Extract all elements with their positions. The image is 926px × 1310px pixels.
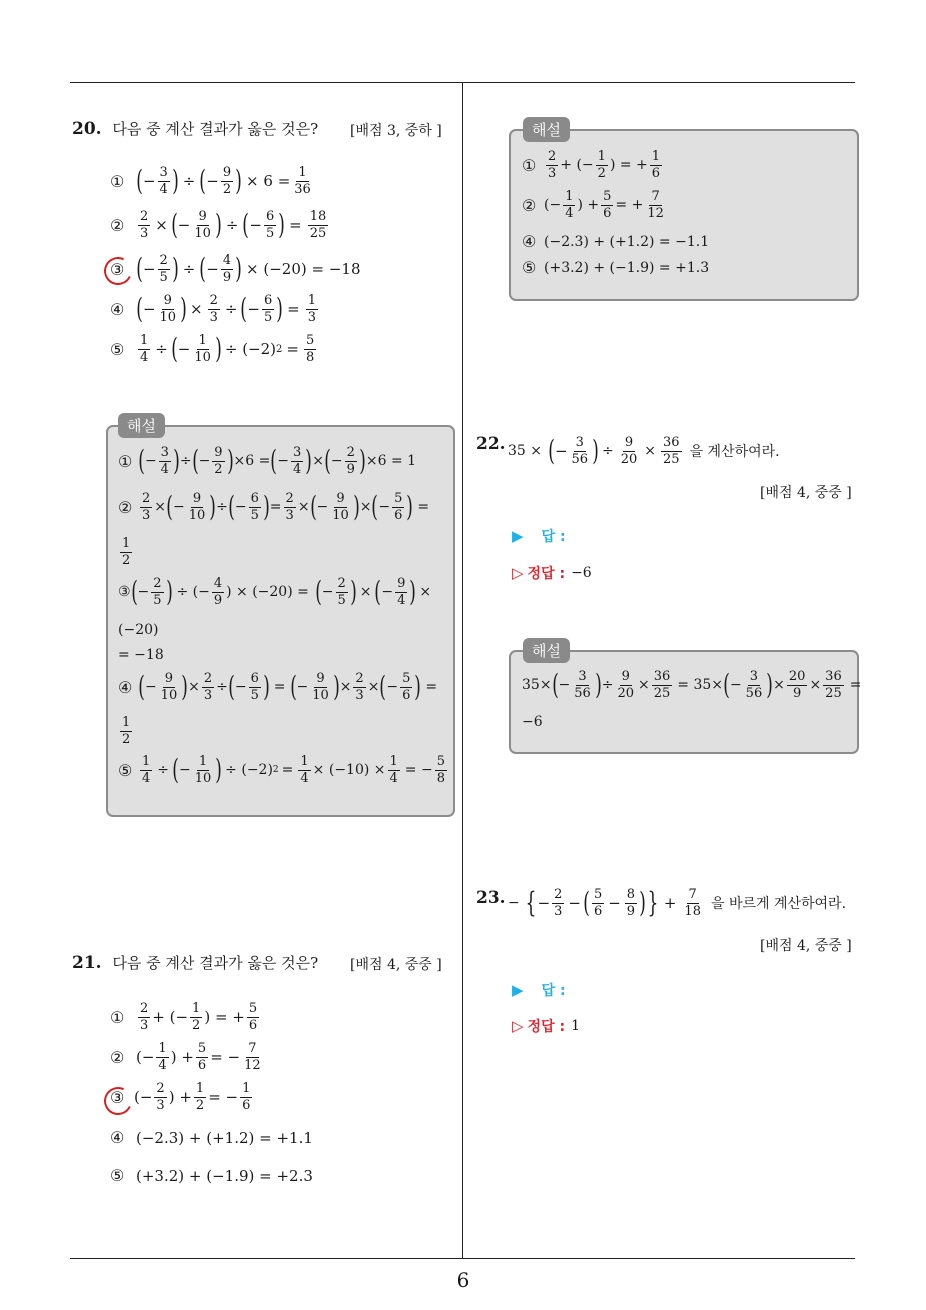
option-text: = [289,216,302,235]
question-number: 21. [72,953,102,973]
question-meta: [배점 4, 중중 ] [760,485,852,501]
option-1[interactable]: ① $\frac{2}{3}$ + (− $\frac{1}{2}$ ) = + $\frac{5}{6}$ [110,1001,258,1033]
option-number: ④ [110,1128,125,1147]
option-text: = − [210,1048,241,1067]
solution-line-5: ⑤ $\frac{1}{4}$ ÷ ( − $\frac{1}{10}$ ) ÷ (−2) 2 = $\frac{1}{4}$ × (−10) × $\frac{1}{4}$ = − $\frac{5}{8}$ [118,753,445,787]
correct-label: 정답 : [527,566,566,582]
option-4[interactable] [110,1128,313,1147]
solution-line-2-result: $\frac{1}{2}$ [122,536,131,568]
solution-tag: 해설 [523,117,570,142]
question-20-header [72,118,318,139]
question-meta: [배점 4, 중중 ] [760,938,852,954]
answer-input-row[interactable] [512,526,566,546]
option-text: ÷ [155,340,168,359]
play-icon: ▶ [512,981,524,999]
question-text: 다음 중 계산 결과가 옳은 것은? [112,120,319,138]
option-number: ② [110,1047,125,1067]
option-2[interactable]: ② (− $\frac{1}{4}$ ) + $\frac{5}{6}$ = − $\frac{7}{12}$ [110,1041,261,1073]
solution-tag: 해설 [118,413,165,438]
option-text: + (− [152,1008,189,1027]
question-number: 22. [476,434,506,454]
option-text: = [286,340,299,359]
question-22-header [476,434,506,454]
option-number: ② [110,215,125,235]
correct-answer-row [512,1016,580,1036]
option-text: (+3.2) + (−1.9) = +2.3 [136,1166,313,1185]
correct-answer-row [512,563,592,583]
question-23-expression: − { − $\frac{2}{3}$ − ( $\frac{5}{6}$ − $\frac{8}{9}$ ) } + $\frac{7}{18}$ 을 바르게 계산하여라. [508,886,847,920]
option-text: = − [208,1088,239,1107]
option-number: ① [110,171,125,191]
option-4[interactable]: ④ ( − $\frac{9}{10}$ ) × $\frac{2}{3}$ ÷ ( − $\frac{6}{5}$ ) = $\frac{1}{3}$ [110,292,317,326]
solution-line-2: ② (− $\frac{1}{4}$ ) + $\frac{5}{6}$ = + $\frac{7}{12}$ [522,189,664,221]
question-meta: [배점 3, 중하 ] [350,123,442,139]
option-text: ÷ [224,300,238,319]
option-number: ③ [110,259,125,279]
solution-tag: 해설 [523,638,570,663]
option-text: (− [134,1088,153,1107]
solution-line-3c: = −18 [118,647,164,663]
solution-line-1: ① ( − $\frac{3}{4}$ ) ÷ ( − $\frac{9}{2}$ ) ×6 = ( − $\frac{3}{4}$ ) × ( − $\frac{2}{9}$ ) ×6 = 1 [118,444,417,478]
answer-label: 답 : [541,983,566,999]
triangle-outline-icon: ▷ [512,1017,524,1035]
option-text: ) + [168,1088,192,1107]
option-text: ) + [170,1048,194,1067]
option-number: ⑤ [110,339,125,359]
option-text: × [190,300,203,319]
option-text: ÷ [182,260,196,279]
solution-line-3b: (−20) [118,622,159,638]
option-number: ④ [110,299,125,319]
question-number: 23. [476,888,506,908]
solution-result: −6 [522,714,543,730]
option-5[interactable]: ⑤ $\frac{1}{4}$ ÷ ( − $\frac{1}{10}$ ) ÷ (−2) 2 = $\frac{5}{8}$ [110,332,315,366]
question-21-header [72,952,318,973]
option-text: (− [136,1048,155,1067]
option-3[interactable]: ③ ( − $\frac{2}{5}$ ) ÷ ( − $\frac{4}{9}$ ) × (−20) = −18 [110,252,361,286]
option-text: ÷ (−2) [224,340,277,359]
correct-label: 정답 : [527,1019,566,1035]
option-text: (−2.3) + (+1.2) = +1.1 [136,1128,313,1147]
option-text: ) = + [204,1008,245,1027]
question-text: 을 계산하여라. [689,444,780,461]
question-text: 을 바르게 계산하여라. [710,896,847,913]
correct-value: 1 [571,1018,580,1034]
answer-label: 답 : [541,529,566,545]
option-text: × 6 = [246,172,291,191]
play-icon: ▶ [512,527,524,545]
option-number: ⑤ [110,1166,125,1185]
option-text: ÷ [225,216,239,235]
question-meta: [배점 4, 중중 ] [350,957,442,973]
option-text: = [287,300,300,319]
question-text: 다음 중 계산 결과가 옳은 것은? [112,954,319,972]
option-2[interactable]: ② $\frac{2}{3}$ × ( − $\frac{9}{10}$ ) ÷ ( − $\frac{6}{5}$ ) = $\frac{18}{25}$ [110,208,327,242]
solution-line-1: ① $\frac{2}{3}$ + (− $\frac{1}{2}$ ) = + $\frac{1}{6}$ [522,149,661,181]
option-1[interactable]: ① ( − $\frac{3}{4}$ ) ÷ ( − $\frac{9}{2}$ ) × 6 = $\frac{1}{36}$ [110,164,311,198]
correct-value: −6 [571,565,592,581]
solution-line-4: ④ (−2.3) + (+1.2) = −1.1 [522,232,710,251]
question-number: 20. [72,119,102,139]
solution-line-4: ④ ( − $\frac{9}{10}$ ) × $\frac{2}{3}$ ÷ ( − $\frac{6}{5}$ ) = ( − $\frac{9}{10}$ ) × $\frac{2}{3}$ × ( − $\frac{5}{6}$ ) = [118,670,438,704]
option-number: ① [110,1007,125,1027]
solution-line-1: 35× ( − $\frac{3}{56}$ ) ÷ $\frac{9}{20}$ × $\frac{36}{25}$ = 35× ( − $\frac{3}{56}$ ) × $\frac{20}{9}$ × $\frac{36}{25}$ = [522,668,862,702]
solution-line-3: ③ ( − $\frac{2}{5}$ ) ÷ (− $\frac{4}{9}$ ) × (−20) = ( − $\frac{2}{5}$ ) × ( − $\frac{9}{4}$ ) × [118,575,432,609]
option-text: × [155,216,168,235]
solution-box-22 [509,650,862,754]
column-divider [462,83,463,1258]
triangle-outline-icon: ▷ [512,564,524,582]
question-22-expression: 35 × ( − $\frac{3}{56}$ ) ÷ $\frac{9}{20}$ × $\frac{36}{25}$ 을 계산하여라. [508,434,780,468]
bottom-rule [70,1258,855,1259]
option-5[interactable] [110,1166,313,1185]
solution-line-5: ⑤ (+3.2) + (−1.9) = +1.3 [522,258,710,277]
option-number: ③ [110,1087,125,1107]
question-23-header [476,888,506,908]
solution-line-2: ② $\frac{2}{3}$ × ( − $\frac{9}{10}$ ) ÷ ( − $\frac{6}{5}$ ) = $\frac{2}{3}$ × ( − $\frac{9}{10}$ ) × ( − $\frac{5}{6}$ ) = [118,490,430,524]
solution-line-4-result: $\frac{1}{2}$ [122,715,131,747]
option-3[interactable]: ③ (− $\frac{2}{3}$ ) + $\frac{1}{2}$ = − $\frac{1}{6}$ [110,1081,251,1113]
option-text: × (−20) = −18 [246,260,361,279]
answer-input-row[interactable] [512,980,566,1000]
page-number: 6 [456,1268,470,1292]
